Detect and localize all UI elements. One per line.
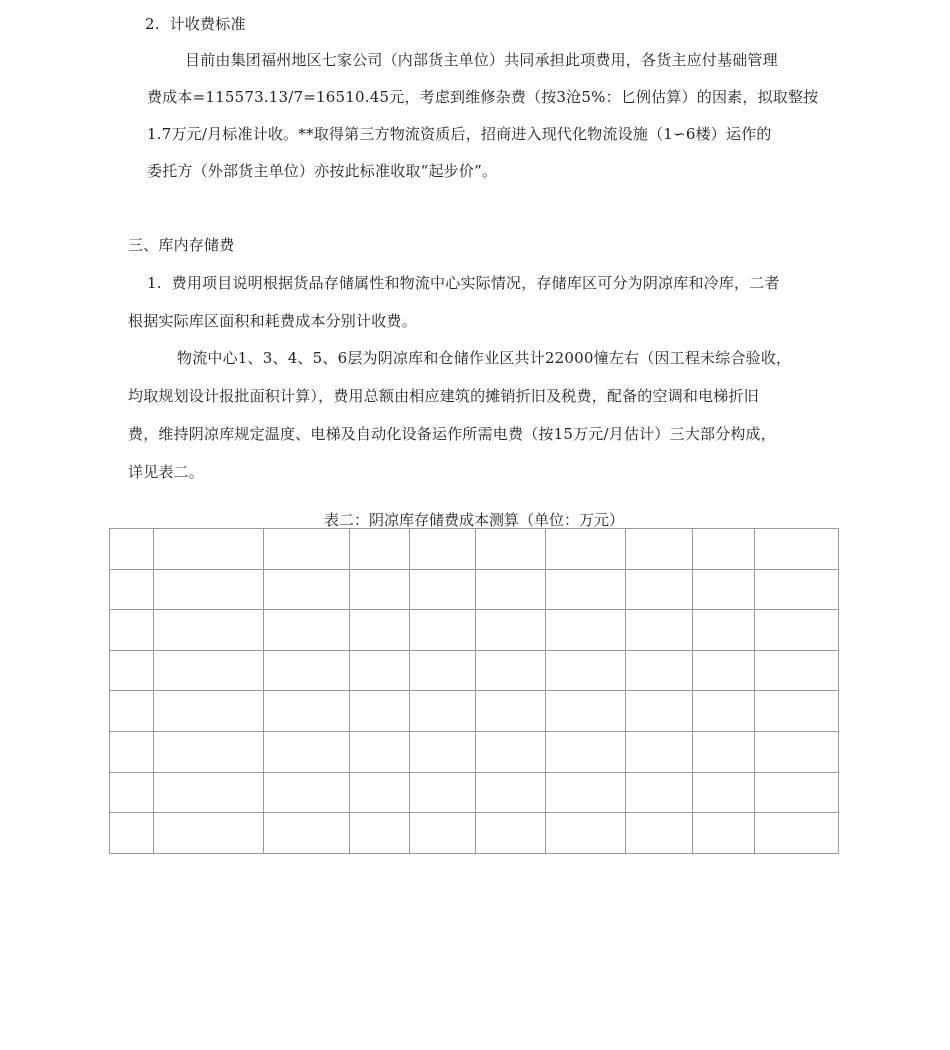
table-cell — [693, 650, 755, 691]
table-cell — [755, 529, 839, 570]
table-cell — [693, 529, 755, 570]
table-cell — [110, 731, 154, 772]
section-2-paragraph-line-4: 委托方（外部货主单位）亦按此标准收取“起步价”。 — [147, 162, 498, 180]
table-cell — [626, 813, 693, 854]
table-cell — [350, 529, 410, 570]
table-cell — [264, 691, 350, 732]
table-cell — [264, 569, 350, 610]
table-cell — [693, 772, 755, 813]
table-cell — [755, 772, 839, 813]
table-cell — [476, 813, 546, 854]
section-2-paragraph-line-3: 1.7万元/月标准计收。**取得第三方物流资质后，招商进入现代化物流设施（1∽6楼）运作的 — [147, 125, 772, 143]
table-cell — [350, 772, 410, 813]
table-cell — [410, 772, 476, 813]
table-cell — [755, 691, 839, 732]
table-cell — [626, 610, 693, 651]
table-cell — [476, 731, 546, 772]
table-cell — [154, 650, 264, 691]
table-cell — [546, 610, 626, 651]
table-cell — [350, 813, 410, 854]
section-3-item-1-line-2: 根据实际库区面积和耗费成本分别计收费。 — [128, 312, 417, 330]
section-3-paragraph-line-4: 详见表二。 — [128, 463, 205, 481]
table-cell — [410, 691, 476, 732]
table-2-title: 表二：阴凉库存储费成本测算（单位：万元） — [323, 511, 624, 529]
table-cell — [546, 772, 626, 813]
table-cell — [626, 529, 693, 570]
table-cell — [410, 731, 476, 772]
table-cell — [154, 529, 264, 570]
table-cell — [626, 772, 693, 813]
table-cell — [755, 650, 839, 691]
table-cell — [755, 813, 839, 854]
table-cell — [693, 610, 755, 651]
table-cell — [476, 691, 546, 732]
table-cell — [154, 731, 264, 772]
table-cell — [410, 650, 476, 691]
section-2-heading: 2. 计收费标准 — [145, 15, 246, 33]
table-cell — [476, 569, 546, 610]
table-cell — [110, 569, 154, 610]
table-cell — [546, 691, 626, 732]
table-cell — [264, 529, 350, 570]
section-3-paragraph-line-3: 费，维持阴凉库规定温度、电梯及自动化设备运作所需电费（按15万元/月估计）三大部分构成， — [128, 425, 776, 443]
table-cell — [264, 731, 350, 772]
table-row — [110, 691, 839, 732]
table-cell — [264, 813, 350, 854]
section-2-paragraph-line-2: 费成本=115573.13/7=16510.45元，考虑到维修杂费（按3沧5%：匕例估算）的因素，拟取整按 — [147, 88, 819, 106]
table-cell — [410, 529, 476, 570]
table-cell — [476, 529, 546, 570]
table-cell — [154, 772, 264, 813]
table-cell — [350, 691, 410, 732]
section-2-paragraph-line-1: 目前由集团福州地区七家公司（内部货主单位）共同承担此项费用，各货主应付基础管理 — [185, 51, 778, 69]
section-3-heading: 三、库内存储费 — [128, 236, 235, 254]
table-cell — [755, 731, 839, 772]
table-cell — [626, 691, 693, 732]
table-row — [110, 731, 839, 772]
section-3-paragraph-line-1: 物流中心1、3、4、5、6层为阴凉库和仓储作业区共计22000憧左右（因工程未综合验收， — [177, 349, 792, 367]
table-cell — [110, 650, 154, 691]
table-cell — [476, 772, 546, 813]
table-cell — [546, 569, 626, 610]
table-cell — [350, 731, 410, 772]
table-cell — [110, 610, 154, 651]
table-cell — [626, 650, 693, 691]
table-cell — [264, 772, 350, 813]
table-cell — [546, 731, 626, 772]
table-cell — [154, 813, 264, 854]
table-cell — [476, 650, 546, 691]
table-cell — [546, 813, 626, 854]
table-row — [110, 813, 839, 854]
table-cell — [755, 610, 839, 651]
table-cell — [110, 691, 154, 732]
table-cell — [410, 610, 476, 651]
table-cell — [693, 569, 755, 610]
table-2-body — [110, 529, 839, 854]
table-row — [110, 772, 839, 813]
table-row — [110, 529, 839, 570]
table-cell — [755, 569, 839, 610]
table-row — [110, 569, 839, 610]
table-cell — [693, 691, 755, 732]
table-cell — [350, 650, 410, 691]
table-cell — [626, 569, 693, 610]
table-cell — [626, 731, 693, 772]
table-cell — [546, 650, 626, 691]
table-cell — [154, 691, 264, 732]
table-cell — [110, 529, 154, 570]
table-2 — [109, 528, 839, 854]
table-cell — [693, 813, 755, 854]
table-cell — [264, 650, 350, 691]
table-cell — [154, 610, 264, 651]
table-row — [110, 610, 839, 651]
table-cell — [546, 529, 626, 570]
table-row — [110, 650, 839, 691]
table-cell — [264, 610, 350, 651]
section-3-paragraph-line-2: 均取规划设计报批面积计算），费用总额由相应建筑的摊销折旧及税费，配备的空调和电梯折旧 — [128, 387, 759, 405]
section-3-item-1-line-1: 1. 费用项目说明根据货品存储属性和物流中心实际情况，存储库区可分为阴凉库和冷库，二者 — [147, 274, 780, 292]
table-cell — [476, 610, 546, 651]
table-cell — [154, 569, 264, 610]
table-cell — [350, 610, 410, 651]
table-cell — [110, 813, 154, 854]
table-cell — [693, 731, 755, 772]
table-cell — [410, 813, 476, 854]
table-cell — [350, 569, 410, 610]
table-cell — [410, 569, 476, 610]
table-cell — [110, 772, 154, 813]
